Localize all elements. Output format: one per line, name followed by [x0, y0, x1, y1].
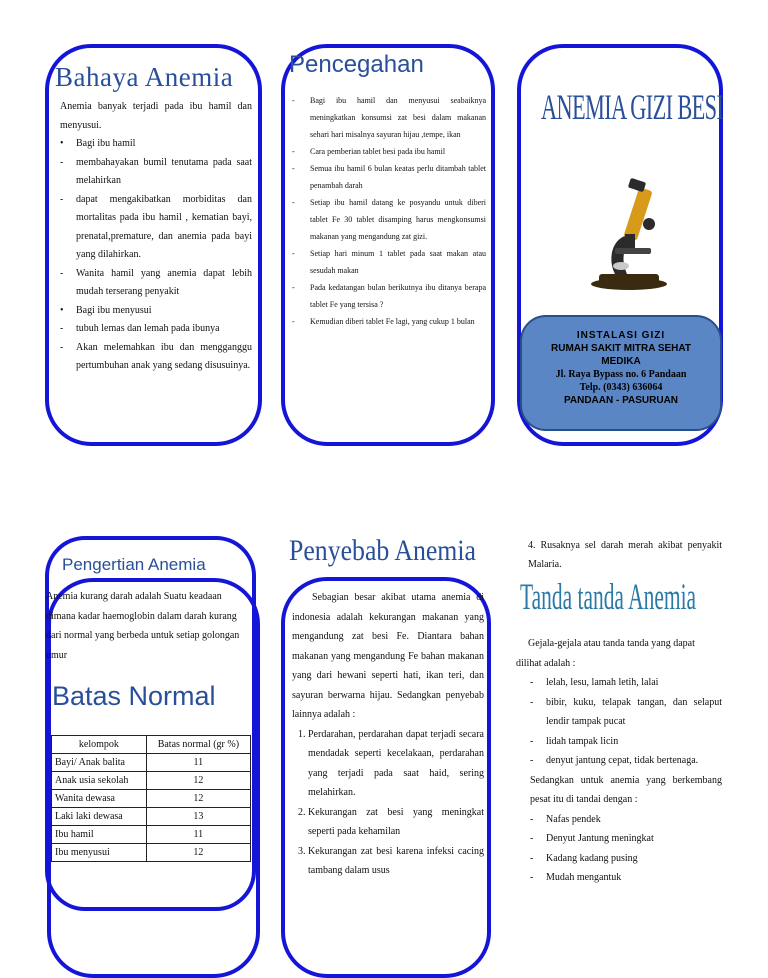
microscope-icon: [585, 178, 675, 293]
panel-tanda-top: [528, 536, 722, 574]
info-line: PANDAAN - PASURUAN: [563, 395, 679, 406]
panel-penyebab-text: [292, 588, 484, 881]
bahaya-anemia-heading: Bahaya Anemia: [55, 62, 234, 92]
list-item: - dapat mengakibatkan morbiditas dan mortalitas pada ibu hamil , kematian bayi, prenatal,premature, dan anemia pada bayi yang dilahirkan.: [60, 193, 252, 260]
bahaya-group2-title: Bagi ibu menyusui: [76, 304, 152, 316]
info-line: MEDIKA: [601, 356, 641, 367]
table-cell: Laki laki dewasa: [52, 808, 147, 826]
panel-pencegahan-text: [292, 92, 486, 330]
table-row: [52, 772, 251, 790]
list-item: - lelah, lesu, lamah letih, lalai: [530, 677, 659, 688]
panel-tanda-text: [516, 634, 722, 888]
penyebab-intro: Sebagian besar akibat utama anemia di indonesia adalah kekurangan makanan yang mengandung zat besi Fe. Diantara bahan makanan yang mengandung Fe bahan makanan yang dari hewani seperti hati, ikan teri, dan sayuran berwarna hijau. Sedangkan penyebab lainnya adalah :: [292, 592, 484, 720]
tanda-intro-2: Sedangkan untuk anemia yang berkembang pesat itu di tandai dengan :: [530, 774, 722, 805]
table-header-row: [52, 736, 251, 754]
bahaya-group1-title: Bagi ibu hamil: [76, 138, 136, 149]
list-item: 1. Perdarahan, perdarahan dapat terjadi secara mendadak seperti kecelakaan, perdarahan yang terjadi pada saat haid, sering melahirkan.: [308, 725, 484, 803]
table-row: [52, 826, 251, 844]
list-item: - Denyut Jantung meningkat: [530, 833, 654, 844]
list-item: - Mudah mengantuk: [530, 872, 622, 883]
table-cell: Anak usia sekolah: [52, 772, 147, 790]
list-item: - Nafas pendek: [530, 813, 601, 825]
table-header: kelompok: [52, 736, 147, 754]
institution-info-box: [520, 315, 722, 431]
table-cell: Ibu menyusui: [52, 844, 147, 862]
list-item: 2. Kekurangan zat besi yang meningkat seperti pada kehamilan: [308, 803, 484, 842]
bahaya-group1: • Bagi ibu hamil: [60, 138, 136, 149]
list-item: - Akan melemahkan ibu dan mengganggu pertumbuhan anak yang sedang disusuinya.: [60, 341, 252, 371]
penyebab-item-4: 4. Rusaknya sel darah merah akibat penyakit Malaria.: [528, 540, 722, 570]
list-item: - Kemudian diberi tablet Fe lagi, yang cukup 1 bulan: [292, 317, 475, 326]
table-cell: 11: [146, 826, 250, 844]
table-cell: Wanita dewasa: [52, 790, 147, 808]
panel-bahaya-text: [60, 98, 252, 376]
table-cell: 11: [146, 754, 250, 772]
table-cell: 13: [146, 808, 250, 826]
bahaya-group2: • Bagi ibu menyusui: [60, 304, 152, 316]
table-cell: Bayi/ Anak balita: [52, 754, 147, 772]
list-item: - Setiap hari minum 1 tablet pada saat makan atau sesudah makan: [292, 249, 486, 275]
pengertian-body: Anemia kurang darah adalah Suatu keadaan dimana kadar haemoglobin dalam darah kurang dari normal yang berbeda untuk setiap golongan umur: [46, 591, 240, 661]
info-line: Telp. (0343) 636064: [579, 382, 663, 393]
list-item: - denyut jantung cepat, tidak bertenaga.: [530, 755, 699, 766]
list-item: - bibir, kuku, telapak tangan, dan selaput lendir tampak pucat: [530, 696, 722, 727]
batas-normal-table: [51, 735, 251, 862]
list-item: - Wanita hamil yang anemia dapat lebih mudah terserang penyakit: [60, 267, 252, 297]
list-item: 3. Kekurangan zat besi karena infeksi cacing tambang dalam usus: [308, 842, 484, 881]
penyebab-heading: Penyebab Anemia: [289, 534, 477, 567]
table-cell: Ibu hamil: [52, 826, 147, 844]
info-line: INSTALASI GIZI: [576, 330, 666, 341]
bahaya-intro: Anemia banyak terjadi pada ibu hamil dan menyusui.: [60, 101, 252, 131]
list-item: - membahayakan bumil tenutama pada saat melahirkan: [60, 156, 252, 186]
cover-title: ANEMIA GIZI BESI: [541, 87, 724, 127]
pengertian-heading: Pengertian Anemia: [62, 555, 206, 574]
tanda-heading: Tanda tanda Anemia: [520, 577, 697, 618]
list-item: - Cara pemberian tablet besi pada ibu hamil: [292, 147, 446, 156]
table-row: [52, 754, 251, 772]
list-item: - Setiap ibu hamil datang ke posyandu untuk diberi tablet Fe 30 tablet disamping harus mengkonsumsi makanan yang mengandung zat gizi.: [292, 198, 486, 241]
pencegahan-heading: Pencegahan: [289, 51, 424, 78]
table-cell: 12: [146, 790, 250, 808]
table-cell: 12: [146, 772, 250, 790]
list-item: - Semua ibu hamil 6 bulan keatas perlu ditambah tablet penambah darah: [292, 164, 486, 190]
list-item: - tubuh lemas dan lemah pada ibunya: [60, 323, 220, 334]
batas-normal-heading: Batas Normal: [52, 681, 216, 711]
list-item: - Kadang kadang pusing: [530, 852, 638, 864]
table-cell: 12: [146, 844, 250, 862]
tanda-intro: Gejala-gejala atau tanda tanda yang dapat dilihat adalah :: [516, 638, 695, 669]
list-item: - Bagi ibu hamil dan menyusui seabaiknya meningkatkan konsumsi zat besi dalam makanan sehari hari misalnya sayuran hijau ,tempe, ikan: [292, 96, 486, 139]
info-line: Jl. Raya Bypass no. 6 Pandaan: [555, 369, 687, 380]
list-item: - lidah tampak licin: [530, 735, 619, 747]
list-item: - Pada kedatangan bulan berikutnya ibu ditanya berapa tablet Fe yang tersisa ?: [292, 283, 486, 309]
table-row: [52, 790, 251, 808]
table-header: Batas normal (gr %): [146, 736, 250, 754]
penyebab-list: [292, 725, 484, 881]
table-row: [52, 808, 251, 826]
table-row: [52, 844, 251, 862]
info-line: RUMAH SAKIT MITRA SEHAT: [551, 343, 691, 354]
